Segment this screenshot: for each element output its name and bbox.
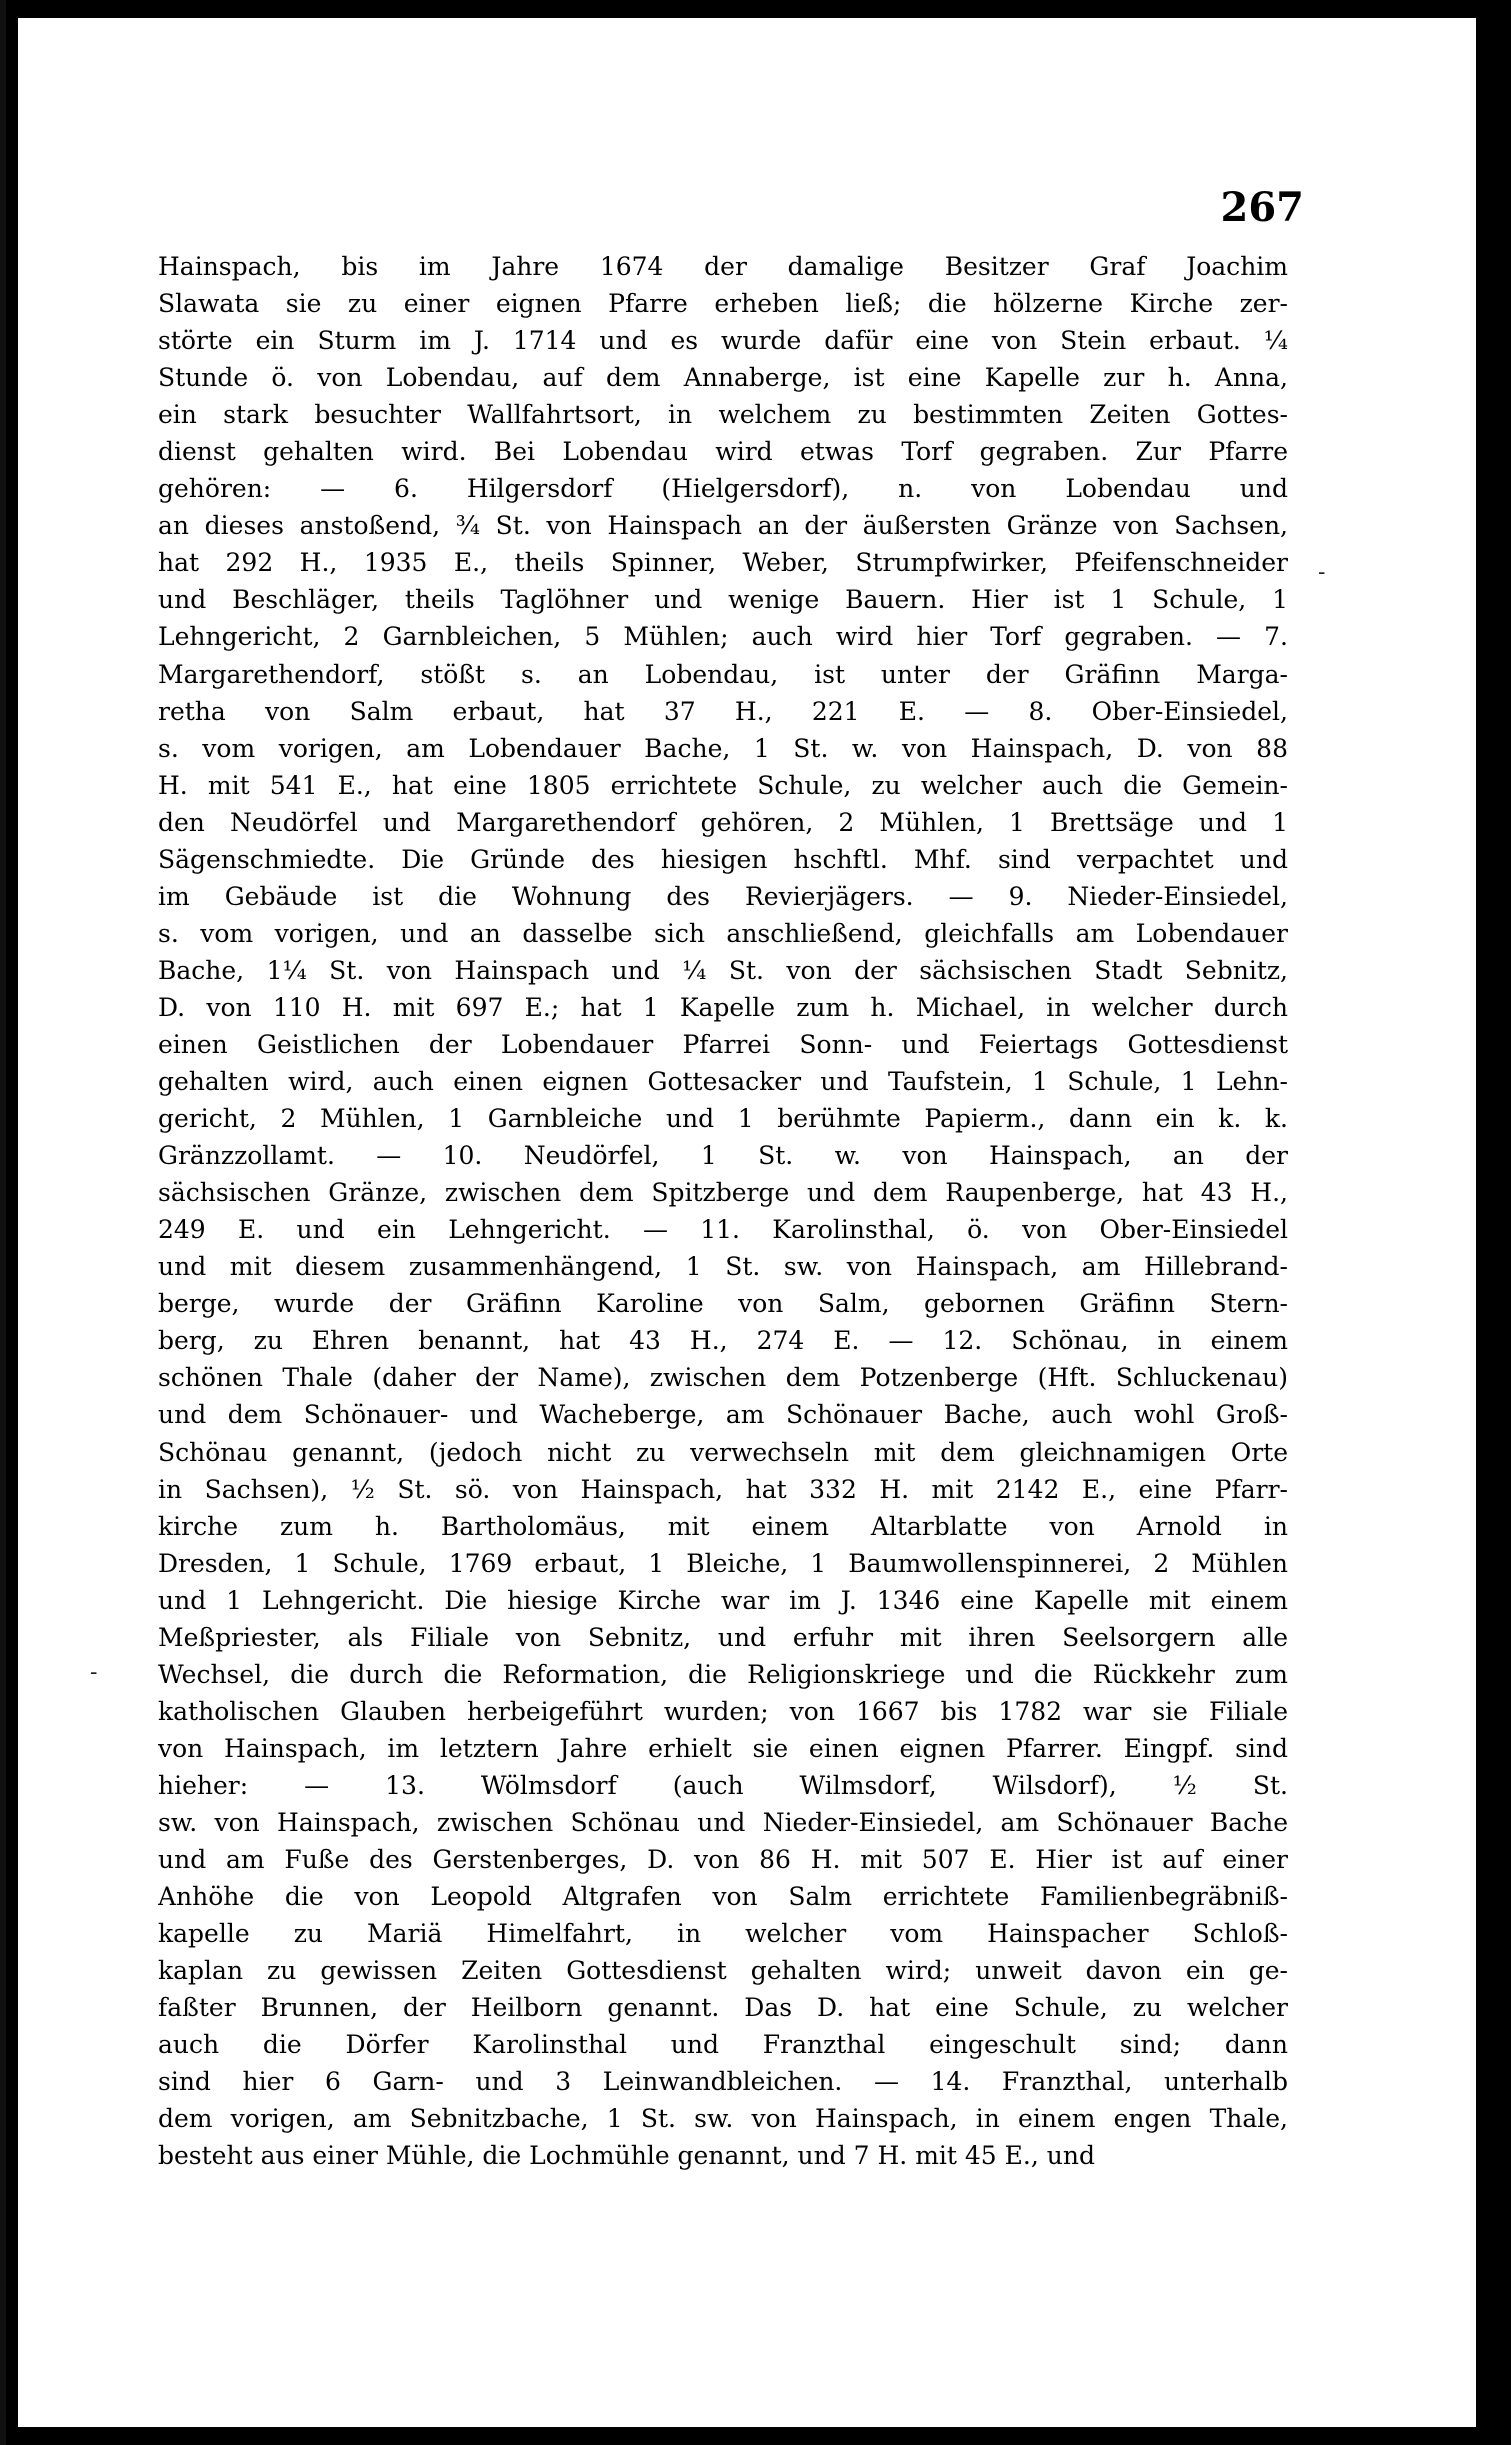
text-line: störte ein Sturm im J. 1714 und es wurde dafür eine von Stein erbaut. ¼ xyxy=(158,326,1288,356)
text-line: und dem Schönauer- und Wacheberge, am Schönauer Bache, auch wohl Groß- xyxy=(158,1400,1288,1430)
text-line: von Hainspach, im letztern Jahre erhielt sie einen eignen Pfarrer. Eingpf. sind xyxy=(158,1733,1288,1763)
text-line: kapelle zu Mariä Himelfahrt, in welcher vom Hainspacher Schloß- xyxy=(158,1919,1288,1949)
text-line: kaplan zu gewissen Zeiten Gottesdienst gehalten wird; unweit davon ein ge- xyxy=(158,1956,1288,1986)
text-line: besteht aus einer Mühle, die Lochmühle genannt, und 7 H. mit 45 E., und xyxy=(158,2141,1095,2171)
margin-dash-mark: - xyxy=(90,1660,98,1685)
text-line: und mit diesem zusammenhängend, 1 St. sw. von Hainspach, am Hillebrand- xyxy=(158,1252,1288,1282)
text-line: im Gebäude ist die Wohnung des Revierjägers. — 9. Nieder-Einsiedel, xyxy=(158,881,1288,911)
text-line: an dieses anstoßend, ¾ St. von Hainspach an der äußersten Gränze von Sachsen, xyxy=(158,511,1288,541)
text-line: in Sachsen), ½ St. sö. von Hainspach, hat 332 H. mit 2142 E., eine Pfarr- xyxy=(158,1474,1288,1504)
text-line: hieher: — 13. Wölmsdorf (auch Wilmsdorf, Wilsdorf), ½ St. xyxy=(158,1770,1288,1800)
text-line: Dresden, 1 Schule, 1769 erbaut, 1 Bleiche, 1 Baumwollenspinnerei, 2 Mühlen xyxy=(158,1548,1288,1578)
page-number: 267 xyxy=(1220,184,1304,231)
text-line: s. vom vorigen, am Lobendauer Bache, 1 St. w. von Hainspach, D. von 88 xyxy=(158,733,1288,763)
body-text xyxy=(158,248,1288,2174)
text-line: s. vom vorigen, und an dasselbe sich anschließend, gleichfalls am Lobendauer xyxy=(158,918,1288,948)
text-line: einen Geistlichen der Lobendauer Pfarrei Sonn- und Feiertags Gottesdienst xyxy=(158,1029,1288,1059)
text-line: Slawata sie zu einer eignen Pfarre erheben ließ; die hölzerne Kirche zer- xyxy=(158,289,1288,319)
text-line: Sägenschmiedte. Die Gründe des hiesigen hschftl. Mhf. sind verpachtet und xyxy=(158,844,1288,874)
text-line: auch die Dörfer Karolinsthal und Franzthal eingeschult sind; dann xyxy=(158,2030,1288,2060)
text-line: gericht, 2 Mühlen, 1 Garnbleiche und 1 berühmte Papierm., dann ein k. k. xyxy=(158,1104,1288,1134)
text-line: Meßpriester, als Filiale von Sebnitz, und erfuhr mit ihren Seelsorgern alle xyxy=(158,1622,1288,1652)
text-line: 249 E. und ein Lehngericht. — 11. Karolinsthal, ö. von Ober-Einsiedel xyxy=(158,1215,1288,1245)
text-line: H. mit 541 E., hat eine 1805 errichtete Schule, zu welcher auch die Gemein- xyxy=(158,770,1288,800)
text-line: gehalten wird, auch einen eignen Gottesacker und Taufstein, 1 Schule, 1 Lehn- xyxy=(158,1067,1288,1097)
text-line: hat 292 H., 1935 E., theils Spinner, Weber, Strumpfwirker, Pfeifenschneider xyxy=(158,548,1288,578)
text-line: den Neudörfel und Margarethendorf gehören, 2 Mühlen, 1 Brettsäge und 1 xyxy=(158,807,1288,837)
text-line: Gränzzollamt. — 10. Neudörfel, 1 St. w. von Hainspach, an der xyxy=(158,1141,1288,1171)
text-line: sw. von Hainspach, zwischen Schönau und Nieder-Einsiedel, am Schönauer Bache xyxy=(158,1807,1288,1837)
text-line: sind hier 6 Garn- und 3 Leinwandbleichen. — 14. Franzthal, unterhalb xyxy=(158,2067,1288,2097)
text-line: und 1 Lehngericht. Die hiesige Kirche war im J. 1346 eine Kapelle mit einem xyxy=(158,1585,1288,1615)
text-line: schönen Thale (daher der Name), zwischen dem Potzenberge (Hft. Schluckenau) xyxy=(158,1363,1288,1393)
text-line: Schönau genannt, (jedoch nicht zu verwechseln mit dem gleichnamigen Orte xyxy=(158,1437,1288,1467)
margin-dash-mark: - xyxy=(1318,560,1326,585)
text-line: gehören: — 6. Hilgersdorf (Hielgersdorf), n. von Lobendau und xyxy=(158,474,1288,504)
text-line: katholischen Glauben herbeigeführt wurden; von 1667 bis 1782 war sie Filiale xyxy=(158,1696,1288,1726)
text-line: sächsischen Gränze, zwischen dem Spitzberge und dem Raupenberge, hat 43 H., xyxy=(158,1178,1288,1208)
text-line: Hainspach, bis im Jahre 1674 der damalige Besitzer Graf Joachim xyxy=(158,252,1288,281)
text-line: dem vorigen, am Sebnitzbache, 1 St. sw. von Hainspach, in einem engen Thale, xyxy=(158,2104,1288,2134)
text-line: und Beschläger, theils Taglöhner und wenige Bauern. Hier ist 1 Schule, 1 xyxy=(158,585,1288,615)
text-line: kirche zum h. Bartholomäus, mit einem Altarblatte von Arnold in xyxy=(158,1511,1288,1541)
text-line: berg, zu Ehren benannt, hat 43 H., 274 E. — 12. Schönau, in einem xyxy=(158,1326,1288,1356)
text-line: berge, wurde der Gräfinn Karoline von Salm, gebornen Gräfinn Stern- xyxy=(158,1289,1288,1319)
text-line: Lehngericht, 2 Garnbleichen, 5 Mühlen; auch wird hier Torf gegraben. — 7. xyxy=(158,622,1288,652)
text-line: Margarethendorf, stößt s. an Lobendau, ist unter der Gräfinn Marga- xyxy=(158,659,1288,689)
text-line: retha von Salm erbaut, hat 37 H., 221 E. — 8. Ober-Einsiedel, xyxy=(158,696,1288,726)
text-line: ein stark besuchter Wallfahrtsort, in welchem zu bestimmten Zeiten Gottes- xyxy=(158,400,1288,430)
scan-edge xyxy=(0,0,6,2445)
text-line: D. von 110 H. mit 697 E.; hat 1 Kapelle zum h. Michael, in welcher durch xyxy=(158,992,1288,1022)
text-line: dienst gehalten wird. Bei Lobendau wird etwas Torf gegraben. Zur Pfarre xyxy=(158,437,1288,467)
text-line: Bache, 1¼ St. von Hainspach und ¼ St. von der sächsischen Stadt Sebnitz, xyxy=(158,955,1288,985)
text-line: Wechsel, die durch die Reformation, die Religionskriege und die Rückkehr zum xyxy=(158,1659,1288,1689)
text-line: Stunde ö. von Lobendau, auf dem Annaberge, ist eine Kapelle zur h. Anna, xyxy=(158,363,1288,393)
text-line: Anhöhe die von Leopold Altgrafen von Salm errichtete Familienbegräbniß- xyxy=(158,1882,1288,1912)
text-line: faßter Brunnen, der Heilborn genannt. Das D. hat eine Schule, zu welcher xyxy=(158,1993,1288,2023)
text-line: und am Fuße des Gerstenberges, D. von 86 H. mit 507 E. Hier ist auf einer xyxy=(158,1845,1288,1875)
